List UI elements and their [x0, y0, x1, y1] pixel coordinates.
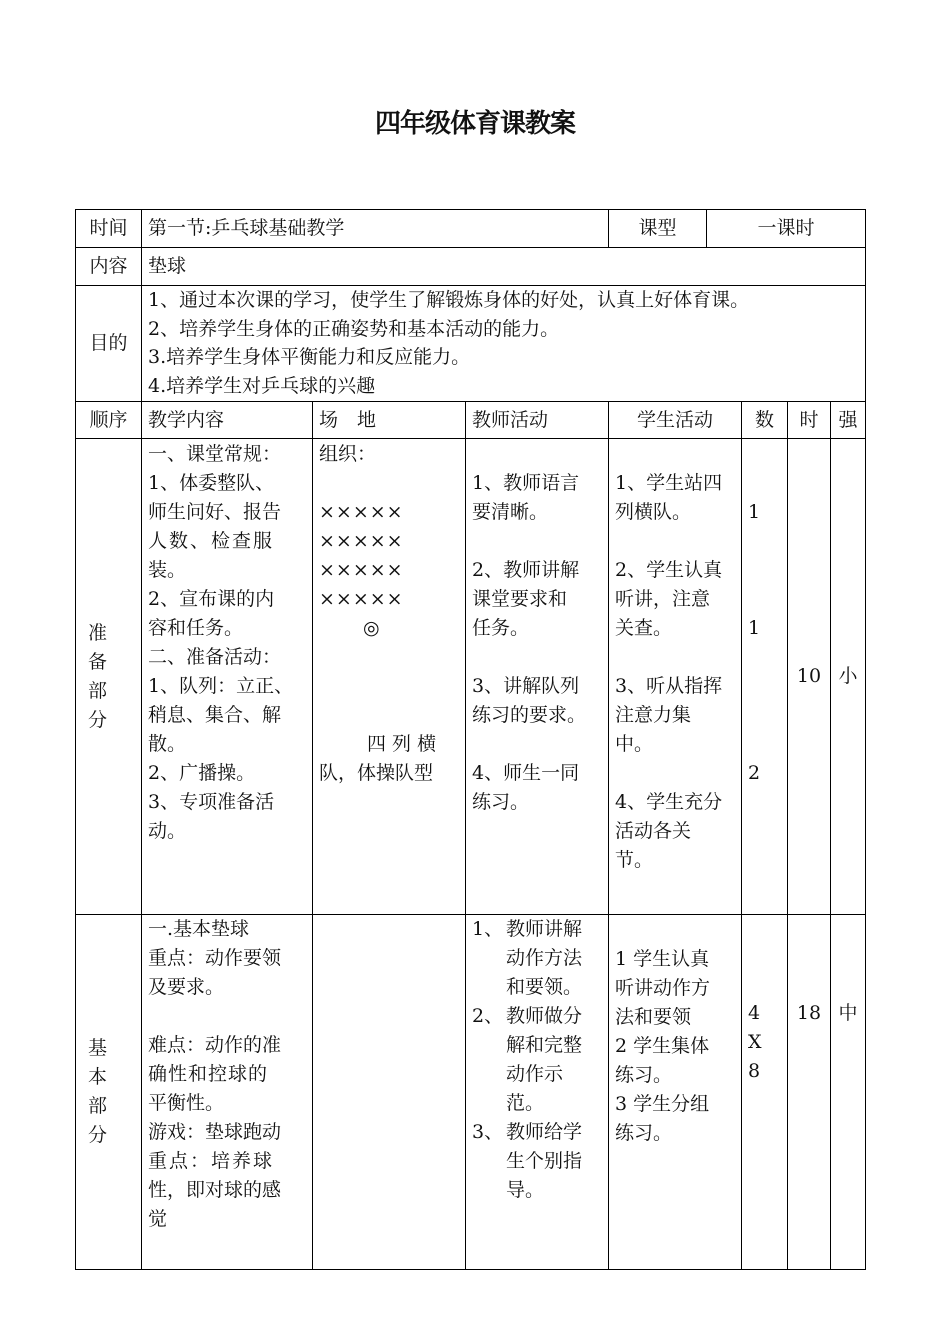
basic-content: 一.基本垫球 重点：动作要领 及要求。 难点：动作的准 确性和控球的 平衡性。 游戏：垫球跑动 重点：培养球 性，即对球的感 觉: [142, 915, 313, 1270]
prep-venue: [313, 439, 466, 915]
basic-count: 4 X 8: [742, 915, 788, 1270]
lesson-type-label: 课型: [609, 210, 707, 248]
prep-time: 10: [788, 439, 831, 915]
basic-student: 1 学生认真 听讲动作方 法和要领 2 学生集体 练习。 3 学生分组 练习。: [609, 915, 742, 1270]
formation-row: ×××××: [319, 501, 404, 523]
goal-item: 2、培养学生身体的正确姿势和基本活动的能力。: [148, 317, 560, 340]
teacher-position-mark: ◎: [363, 617, 380, 639]
basic-venue: [313, 915, 466, 1270]
basic-teacher: 1、 教师讲解 动作方法 和要领。 2、 教师做分 解和完整 动作示 范。 3、 教师给学 生个别指 导。: [466, 915, 609, 1270]
col-student: 学生活动: [609, 402, 742, 439]
lesson-type-value: 一课时: [707, 210, 866, 248]
content-value: 垫球: [142, 248, 866, 286]
time-value: 第一节:乒乓球基础教学: [142, 210, 609, 248]
col-count: 数: [742, 402, 788, 439]
goal-label: 目的: [76, 286, 142, 402]
prep-section-row: [76, 439, 866, 915]
col-intensity: 强: [831, 402, 866, 439]
venue-org-label: 组织：: [319, 443, 377, 465]
col-time: 时: [788, 402, 831, 439]
lesson-plan-table: [75, 209, 866, 1270]
goal-item: 1、通过本次课的学习，使学生了解锻炼身体的好处，认真上好体育课。: [148, 289, 750, 311]
prep-label: 准 备 部 分: [76, 439, 142, 915]
formation-row: ×××××: [319, 530, 404, 552]
venue-formation-desc: 队，体操队型: [319, 762, 434, 784]
basic-label: 基 本 部 分: [76, 915, 142, 1270]
goal-item: 3.培养学生身体平衡能力和反应能力。: [148, 346, 471, 368]
col-order: 顺序: [76, 402, 142, 439]
goal-list: [142, 286, 866, 402]
formation-row: ×××××: [319, 559, 404, 581]
basic-section-row: [76, 915, 866, 1270]
prep-content: 一、课堂常规： 1、体委整队、 师生问好、报告 人数、检查服 装。 2、宣布课的内 容和任务。 二、准备活动： 1、队列：立正、 稍息、集合、解 散。 2、广播操。 3、专项准备活 动。: [142, 439, 313, 915]
prep-intensity: 小: [831, 439, 866, 915]
formation-row: ×××××: [319, 588, 404, 610]
goal-item: 4.培养学生对乒乓球的兴趣: [148, 374, 376, 397]
col-teacher: 教师活动: [466, 402, 609, 439]
page-title: 四年级体育课教案: [374, 109, 575, 139]
basic-time: 18: [788, 915, 831, 1270]
basic-intensity: 中: [831, 915, 866, 1270]
venue-formation-desc: 四 列 横: [367, 733, 437, 755]
prep-count: 1 1 2: [742, 439, 788, 915]
col-venue: 场 地: [313, 402, 466, 439]
prep-teacher: 1、教师语言 要清晰。 2、教师讲解 课堂要求和 任务。 3、讲解队列 练习的要求。 4、师生一同 练习。: [466, 439, 609, 915]
content-label: 内容: [76, 248, 142, 286]
time-label: 时间: [76, 210, 142, 248]
prep-student: 1、学生站四 列横队。 2、学生认真 听讲，注意 关查。 3、听从指挥 注意力集 中。 4、学生充分 活动各关 节。: [609, 439, 742, 915]
col-content: 教学内容: [142, 402, 313, 439]
